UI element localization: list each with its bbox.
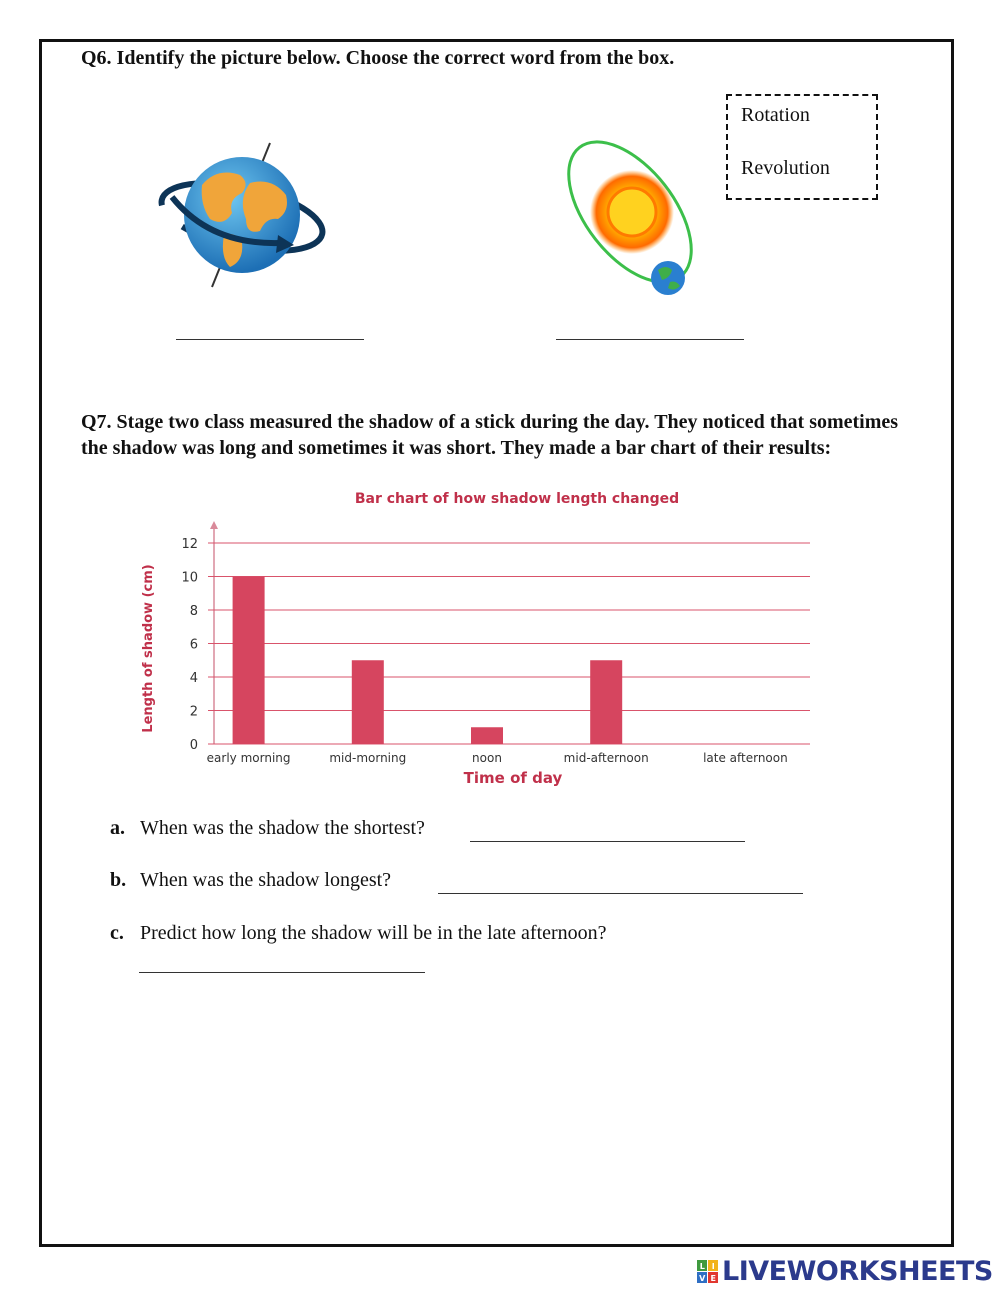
y-axis-arrow — [210, 521, 218, 529]
word-rotation: Rotation — [741, 104, 810, 126]
question-b-label: b. — [110, 869, 127, 891]
chart-ylabel: Length of shadow (cm) — [141, 564, 156, 733]
x-tick-label-mid-afternoon: mid-afternoon — [563, 751, 649, 765]
question-a-label: a. — [110, 817, 125, 839]
logo-letter-i: I — [711, 1262, 715, 1271]
y-tick-label-4: 4 — [189, 671, 198, 686]
liveworksheets-logo-icon — [697, 1260, 719, 1284]
y-tick-label-0: 0 — [189, 738, 198, 753]
y-tick-label-6: 6 — [189, 637, 198, 653]
answer-blank-revolution[interactable] — [556, 339, 744, 340]
x-tick-label-early-morning: early morning — [206, 751, 291, 765]
x-tick-label-noon: noon — [472, 751, 502, 765]
earth-revolving-around-sun-illustration — [548, 140, 718, 300]
question-b-text: When was the shadow longest? — [140, 869, 392, 891]
y-tick-label-10: 10 — [181, 570, 198, 586]
shadow-bar-chart — [130, 485, 830, 795]
x-tick-label-late-afternoon: late afternoon — [703, 751, 788, 765]
answer-blank-rotation[interactable] — [176, 339, 364, 340]
answer-blank-c[interactable] — [139, 972, 425, 973]
x-tick-label-mid-morning: mid-morning — [329, 751, 407, 765]
answer-blank-a[interactable] — [470, 841, 745, 842]
y-tick-label-2: 2 — [189, 704, 198, 720]
earth-rotation-illustration — [150, 135, 350, 295]
logo-letter-v: V — [699, 1274, 705, 1283]
question-a-text: When was the shadow the shortest? — [140, 817, 425, 839]
question-b — [110, 869, 391, 892]
liveworksheets-brand — [697, 1256, 993, 1287]
chart-xlabel: Time of day — [463, 769, 563, 787]
question-c-label: c. — [110, 922, 124, 944]
bar-mid-morning — [352, 660, 384, 744]
logo-letter-e: E — [710, 1274, 716, 1283]
bar-early-morning — [233, 577, 265, 745]
answer-blank-b[interactable] — [438, 893, 803, 894]
question-c-text: Predict how long the shadow will be in the late afternoon? — [140, 922, 607, 944]
question-a — [110, 817, 425, 840]
question-c — [110, 922, 607, 945]
logo-letter-l: L — [699, 1262, 705, 1271]
q7-text: Q7. Stage two class measured the shadow of a stick during the day. They noticed that sometimes the shadow was long and sometimes it was short. They made a bar chart of their results: — [81, 411, 899, 459]
chart-title: Bar chart of how shadow length changed — [354, 491, 680, 507]
word-box — [726, 94, 878, 200]
q6-title: Q6. Identify the picture below. Choose the correct word from the box. — [81, 47, 675, 69]
y-tick-label-8: 8 — [189, 604, 198, 619]
bar-mid-afternoon — [590, 660, 622, 744]
bar-noon — [471, 727, 503, 744]
brand-name: LIVEWORKSHEETS — [722, 1256, 993, 1287]
y-tick-label-12: 12 — [181, 537, 198, 552]
word-revolution: Revolution — [741, 157, 830, 179]
